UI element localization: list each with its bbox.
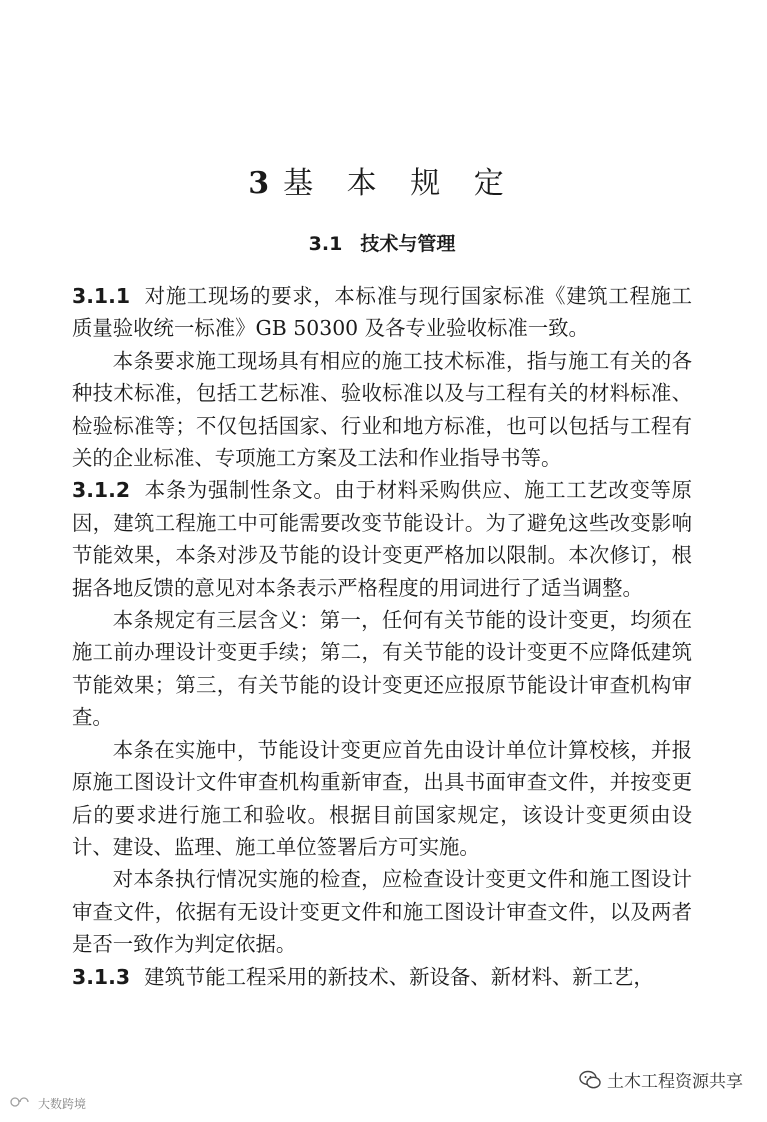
clause-3-1-3: [72, 961, 692, 993]
clause-3-1-1: [72, 280, 692, 345]
watermark-left: [8, 1095, 86, 1112]
watermark-right: [579, 1067, 743, 1092]
chapter-title-text: 基 本 规 定: [283, 166, 516, 201]
section-number: 3.1: [308, 233, 343, 255]
wechat-icon: [579, 1070, 601, 1090]
body-text: [72, 280, 692, 993]
watermark-right-text: 土木工程资源共享: [607, 1072, 743, 1092]
section-title-text: 技术与管理: [360, 233, 456, 255]
clause-number: 3.1.1: [72, 284, 131, 308]
paragraph: 对本条执行情况实施的检查，应检查设计变更文件和施工图设计审查文件，依据有无设计变更文件和施工图设计审查文件，以及两者是否一致作为判定依据。: [72, 867, 692, 957]
clause-text: 对施工现场的要求，本标准与现行国家标准《建筑工程施工质量验收统一标准》GB 50300 及各专业验收标准一致。: [72, 284, 692, 341]
clause-3-1-2: [72, 474, 692, 604]
watermark-logo-icon: [8, 1095, 34, 1112]
chapter-title: [72, 158, 692, 202]
clause-text: 本条为强制性条文。由于材料采购供应、施工工艺改变等原因，建筑工程施工中可能需要改变节能设计。为了避免这些改变影响节能效果，本条对涉及节能的设计变更严格加以限制。本次修订，根据各地反馈的意见对本条表示严格程度的用词进行了适当调整。: [72, 478, 692, 600]
paragraph: 本条在实施中，节能设计变更应首先由设计单位计算校核，并报原施工图设计文件审查机构重新审查，出具书面审查文件，并按变更后的要求进行施工和验收。根据目前国家规定，该设计变更须由设计、建设、监理、施工单位签署后方可实施。: [72, 737, 692, 859]
paragraph: 本条要求施工现场具有相应的施工技术标准，指与施工有关的各种技术标准，包括工艺标准、验收标准以及与工程有关的材料标准、检验标准等；不仅包括国家、行业和地方标准，也可以包括与工程有关的企业标准、专项施工方案及工法和作业指导书等。: [72, 348, 692, 471]
section-title: [72, 229, 692, 256]
chapter-number: 3: [248, 166, 270, 201]
watermark-left-text: 大数跨境: [38, 1097, 87, 1111]
paragraph: 本条规定有三层含义：第一，任何有关节能的设计变更，均须在施工前办理设计变更手续；第二，有关节能的设计变更不应降低建筑节能效果；第三，有关节能的设计变更还应报原节能设计审查机构审查。: [72, 608, 692, 730]
clause-number: 3.1.3: [72, 964, 131, 989]
clause-number: 3.1.2: [72, 478, 131, 503]
clause-text: 建筑节能工程采用的新技术、新设备、新材料、新工艺，: [144, 964, 654, 989]
